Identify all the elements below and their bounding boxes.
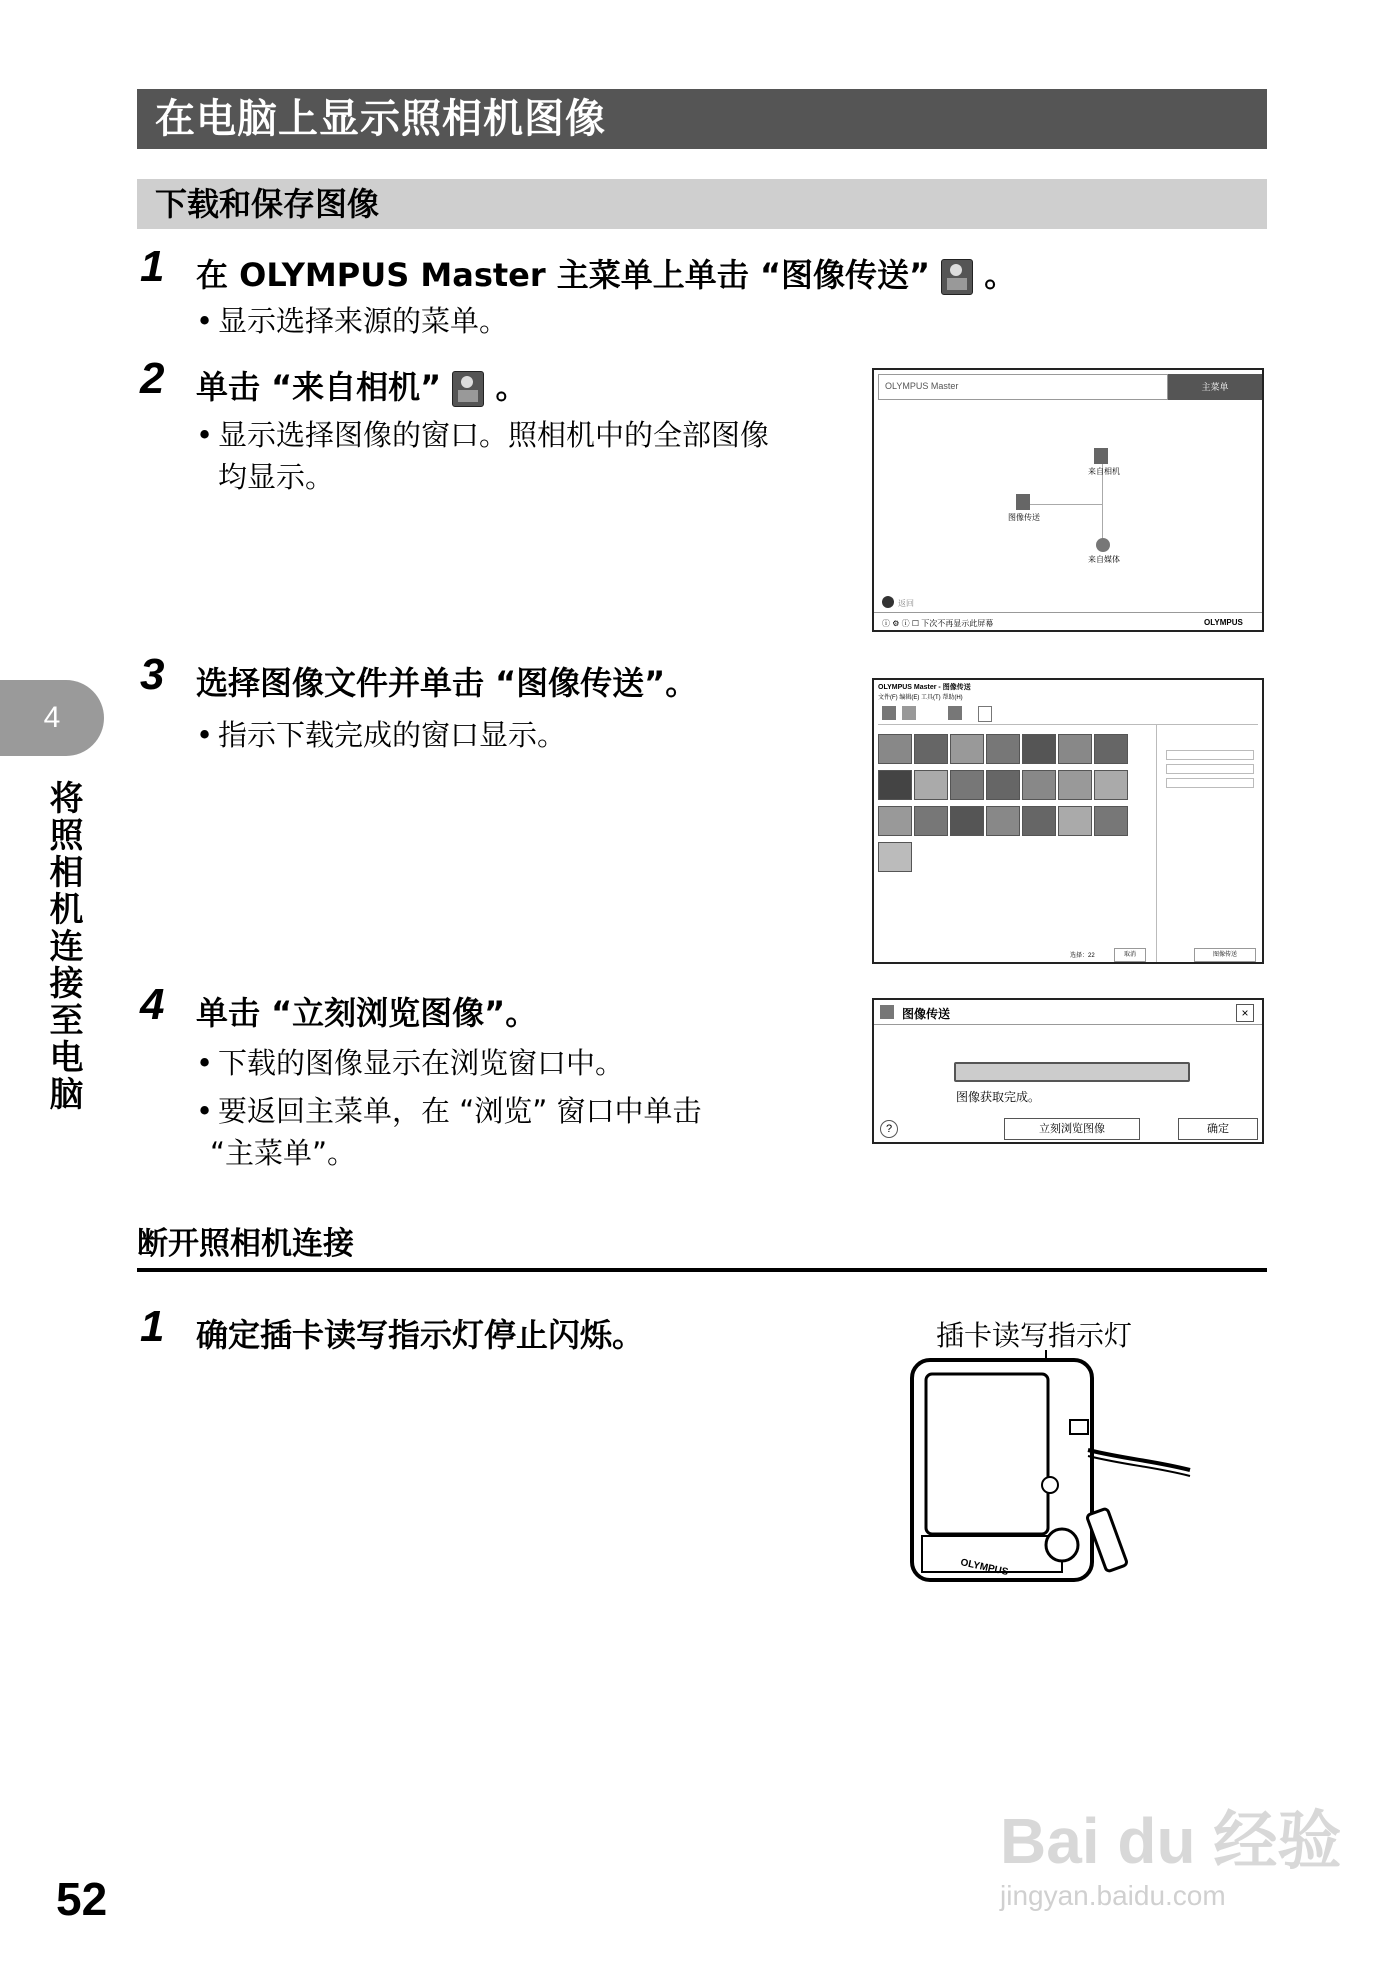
thumbnail[interactable] <box>1094 770 1128 800</box>
disconnect-step-number: 1 <box>140 1302 165 1351</box>
watermark-logo: Bai du 经验 <box>1000 1805 1342 1877</box>
brand-logo: OLYMPUS <box>1204 618 1243 627</box>
from-media-icon[interactable] <box>1096 538 1110 552</box>
thumbnail[interactable] <box>950 770 984 800</box>
ok-button[interactable]: 确定 <box>1178 1118 1258 1140</box>
thumbnail[interactable] <box>1058 806 1092 836</box>
dont-show-label: 下次不再显示此屏幕 <box>921 619 994 628</box>
selection-count: 选择：22 <box>1070 953 1095 959</box>
view-images-button[interactable]: 立刻浏览图像 <box>1004 1118 1140 1140</box>
step-2-bullet-cont: 均显示。 <box>218 460 335 494</box>
watermark-url: jingyan.baidu.com <box>1000 1880 1226 1911</box>
back-label: 返回 <box>898 599 914 608</box>
from-camera-icon <box>452 371 484 407</box>
step-1-text <box>196 250 1016 296</box>
transfer-icon <box>880 1005 894 1019</box>
help-button[interactable]: ? <box>880 1120 898 1138</box>
info-icon[interactable]: ⓘ <box>901 619 910 628</box>
thumbnail[interactable] <box>878 806 912 836</box>
page-title: 在电脑上显示照相机图像 <box>137 89 1267 149</box>
step-4-number: 4 <box>140 980 165 1029</box>
thumbnail[interactable] <box>914 734 948 764</box>
camera-screen <box>926 1374 1048 1534</box>
thumbnail[interactable] <box>1094 806 1128 836</box>
transfer-icon[interactable] <box>948 706 962 720</box>
step-1-label: 在 OLYMPUS Master 主菜单上单击 “图像传送” <box>196 256 931 294</box>
cancel-button[interactable]: 取消 <box>1114 948 1146 962</box>
back-icon[interactable] <box>902 706 916 720</box>
options-panel <box>1166 750 1254 794</box>
thumbnail[interactable] <box>1094 734 1128 764</box>
progress-bar <box>954 1062 1190 1082</box>
option-select[interactable] <box>1166 750 1254 760</box>
thumbnail[interactable] <box>914 806 948 836</box>
disconnect-heading: 断开照相机连接 <box>137 1226 354 1262</box>
section-title: 下载和保存图像 <box>137 179 1267 229</box>
step-4-bullet-2-cont: “主菜单”。 <box>210 1136 357 1170</box>
thumbnail[interactable] <box>878 770 912 800</box>
thumbnail[interactable] <box>986 734 1020 764</box>
transfer-button[interactable]: 图像传送 <box>1194 948 1256 962</box>
thumbnail-grid <box>876 734 1130 858</box>
back-icon[interactable] <box>882 596 894 608</box>
node-media-label: 来自媒体 <box>1088 555 1120 564</box>
option-select[interactable] <box>1166 764 1254 774</box>
panel-divider <box>1156 724 1157 964</box>
screenshot-main-menu <box>872 368 1264 632</box>
option-select[interactable] <box>1166 778 1254 788</box>
connector-h <box>1024 504 1102 505</box>
thumbnail[interactable] <box>1022 734 1056 764</box>
image-transfer-icon[interactable] <box>1016 494 1030 510</box>
window-title: OLYMPUS Master - 图像传送 <box>878 684 971 691</box>
settings-icon[interactable]: ⚙ <box>892 619 900 628</box>
step-1-bullet: • 显示选择来源的菜单。 <box>196 304 509 338</box>
step-4-bullet-2: • 要返回主菜单，在 “浏览” 窗口中单击 <box>196 1094 702 1128</box>
step-4-text: 单击 “立刻浏览图像”。 <box>196 994 538 1032</box>
step-4-bullet-1: • 下载的图像显示在浏览窗口中。 <box>196 1046 625 1080</box>
main-menu-button[interactable]: 主菜单 <box>1168 374 1262 400</box>
disconnect-step-text: 确定插卡读写指示灯停止闪烁。 <box>196 1316 645 1354</box>
card-access-lamp-callout: 插卡读写指示灯 <box>936 1319 1133 1352</box>
thumbnail[interactable] <box>986 806 1020 836</box>
app-title: OLYMPUS Master <box>885 381 959 391</box>
image-transfer-icon <box>941 259 973 295</box>
dialog-title-bar <box>874 1000 1262 1025</box>
thumbnail[interactable] <box>950 734 984 764</box>
step-3-bullet: • 指示下载完成的窗口显示。 <box>196 718 567 752</box>
thumbnail[interactable] <box>1058 734 1092 764</box>
from-camera-icon[interactable] <box>1094 448 1108 464</box>
camera-button <box>1070 1420 1088 1434</box>
help-icon[interactable] <box>978 706 992 722</box>
screenshot-transfer-window <box>872 678 1264 964</box>
card-access-lamp <box>1042 1477 1058 1493</box>
dialog-title: 图像传送 <box>902 1007 951 1021</box>
step-1-number: 1 <box>140 242 165 291</box>
help-icon[interactable]: ⓘ <box>882 619 890 628</box>
heading-rule <box>137 1268 1267 1272</box>
app-title-bar <box>878 374 1168 400</box>
complete-message: 图像获取完成。 <box>956 1090 1041 1104</box>
menu-bar: 文件(F) 编辑(E) 工具(T) 帮助(H) <box>878 695 963 701</box>
chapter-tab: 4 <box>0 680 104 756</box>
step-2-bullet: • 显示选择图像的窗口。照相机中的全部图像 <box>196 418 770 452</box>
step-3-text: 选择图像文件并单击 “图像传送”。 <box>196 664 698 702</box>
chapter-label: 将照相机连接至电脑 <box>43 780 83 1113</box>
step-1-end: 。 <box>984 256 1017 294</box>
node-camera-label: 来自相机 <box>1088 467 1120 476</box>
thumbnail[interactable] <box>878 734 912 764</box>
step-2-label: 单击 “来自相机” <box>196 368 442 406</box>
camera-illustration <box>900 1350 1210 1620</box>
toolbar <box>878 704 1258 725</box>
thumbnail[interactable] <box>914 770 948 800</box>
thumbnail[interactable] <box>986 770 1020 800</box>
close-button[interactable]: × <box>1236 1004 1254 1022</box>
bottom-icons <box>882 618 993 629</box>
node-transfer-label: 图像传送 <box>1008 513 1040 522</box>
step-2-text <box>196 362 528 408</box>
thumbnail[interactable] <box>1022 770 1056 800</box>
thumbnail[interactable] <box>1058 770 1092 800</box>
thumbnail[interactable] <box>950 806 984 836</box>
step-2-number: 2 <box>140 354 165 403</box>
thumbnail[interactable] <box>878 842 912 872</box>
thumbnail[interactable] <box>1022 806 1056 836</box>
arrow-pad <box>1046 1529 1078 1561</box>
step-3-number: 3 <box>140 650 165 699</box>
camera-brand: OLYMPUS <box>959 1557 1010 1579</box>
divider <box>874 612 1264 613</box>
step-2-end: 。 <box>495 368 528 406</box>
home-icon[interactable] <box>882 706 896 720</box>
dont-show-checkbox[interactable]: ☐ <box>911 619 920 628</box>
screenshot-transfer-dialog <box>872 998 1264 1144</box>
page-number: 52 <box>56 1873 108 1925</box>
